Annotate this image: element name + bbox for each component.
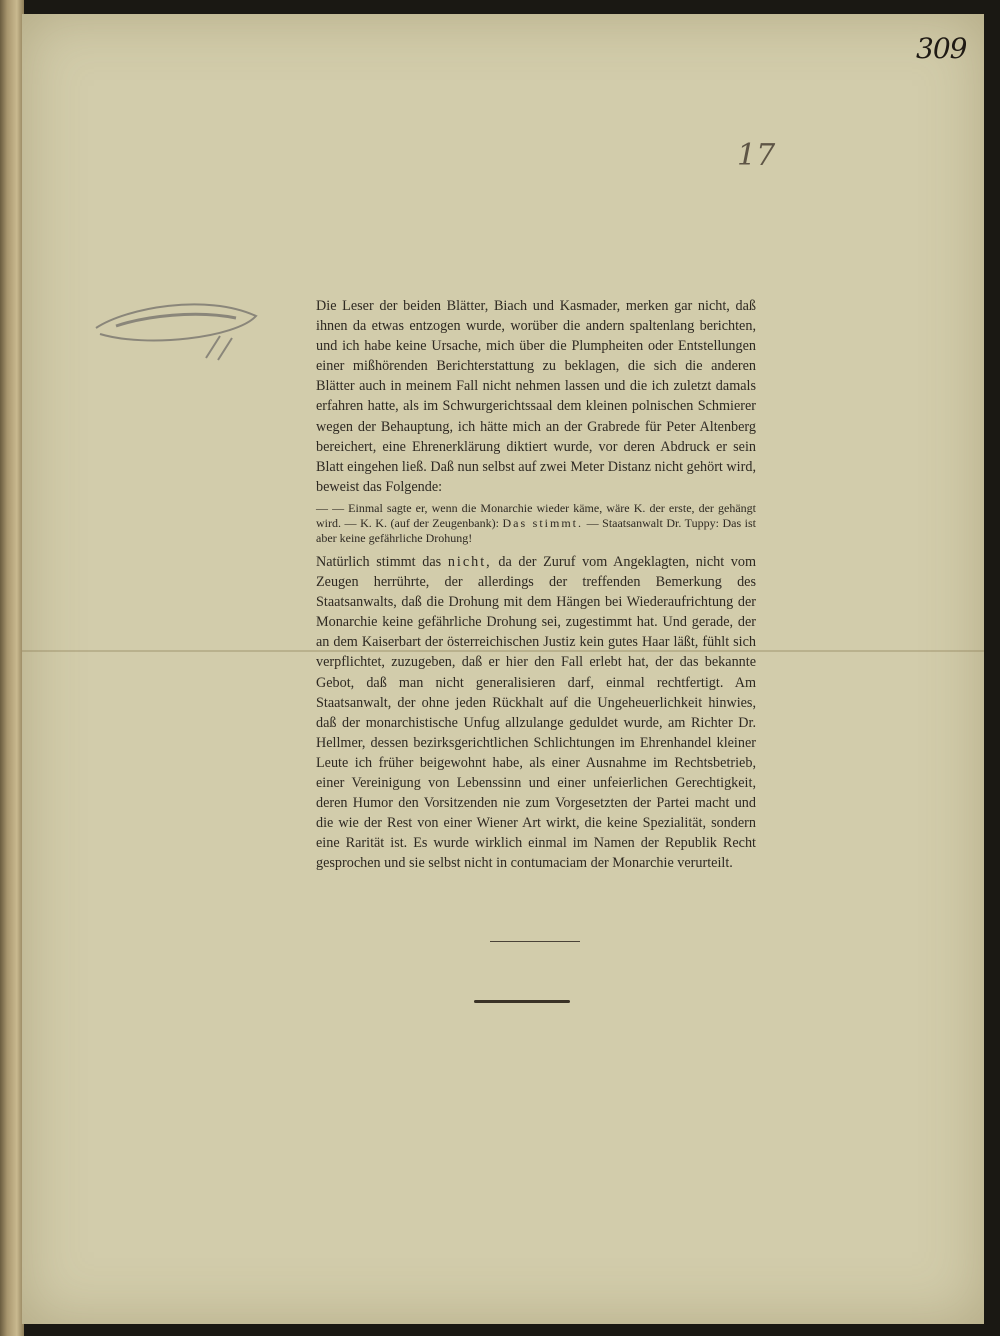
quote-part-1: — — Einmal sagte er, wenn die Monarchie wieder käme, wäre K. der erste, der gehängt wird. — K. K. (auf der Zeugenbank): xyxy=(316,500,756,530)
quote-spaced: Das stimmt. xyxy=(502,515,584,530)
paragraph-2 xyxy=(316,552,756,874)
paragraph-2-intro: Natürlich stimmt das xyxy=(316,553,442,570)
paragraph-1: Die Leser der beiden Blätter, Biach und Kasmader, merken gar nicht, daß ihnen da etwas entzogen wurde, worüber die andern spaltenlang berichten, und ich habe keine Ursache, mich über die Plumpheiten oder Entstellungen einer mißhörenden Berichterstattung zu beklagen, die sich die anderen Blätter auch in meinem Fall nicht nehmen lassen und die ich zuletzt damals erfahren hatte, als im Schwurgerichtssaal dem kleinen polnischen Schmierer wegen der Behauptung, ich hätte mich an der Grabrede für Peter Altenberg bereichert, eine Ehrenerklärung diktiert wurde, vor deren Abdruck er sein Blatt eingehen ließ. Daß nun selbst auf zwei Meter Distanz nicht gehört wird, beweist das Folgende: xyxy=(316,298,756,495)
sheet-number: 17 xyxy=(737,138,776,173)
main-text xyxy=(316,296,756,873)
book-spine xyxy=(0,0,24,1336)
paragraph-2-spaced: nicht, xyxy=(447,553,492,570)
quote-block xyxy=(316,501,756,546)
pencil-scribble xyxy=(86,288,276,368)
closing-rule xyxy=(490,941,580,942)
quote-part-2: — Staatsanwalt Dr. Tuppy: Das ist aber keine gefährliche Drohung! xyxy=(316,515,757,545)
folio-number: 309 xyxy=(916,32,967,65)
end-rule xyxy=(474,1000,570,1003)
paragraph-2-text: da der Zuruf vom Angeklagten, nicht vom Zeugen herrührte, der allerdings der treffenden Bemerkung des Staatsanwalts, daß die Drohung mit dem Hängen bei Wiederaufrichtung der Monarchie keine gefährliche Drohung sei, zugestimmt hat. Und gerade, der an dem Kaiserbart der österreichischen Justiz kein gutes Haar läßt, fühlt sich verpflichtet, zuzugeben, daß er hier den Fall erlebt hat, der das bekannte Gebot, daß man nicht generalisieren darf, einmal rechtfertigt. Am Staatsanwalt, der ohne jeden Rückhalt auf die Ungeheuerlichkeit hinwies, daß der monarchistische Unfug allzulange geduldet wurde, am Richter Dr. Hellmer, dessen bezirksgerichtlichen Schlichtungen im Ehrenhandel kleiner Leute ich früher beigewohnt habe, als einer Ausnahme im Rechtsbetrieb, einer Vereinigung von Lebenssinn und einer unfeierlichen Gerechtigkeit, deren Humor den Vorsitzenden nie zum Vorgesetzten der Partei macht und die wie der Rest von einer Wiener Art wirkt, die keine Spezialität, sondern eine Rarität ist. Es wurde wirklich einmal im Namen der Republik Recht gesprochen und sie selbst nicht in contumaciam der Monarchie verurteilt. xyxy=(316,553,757,872)
